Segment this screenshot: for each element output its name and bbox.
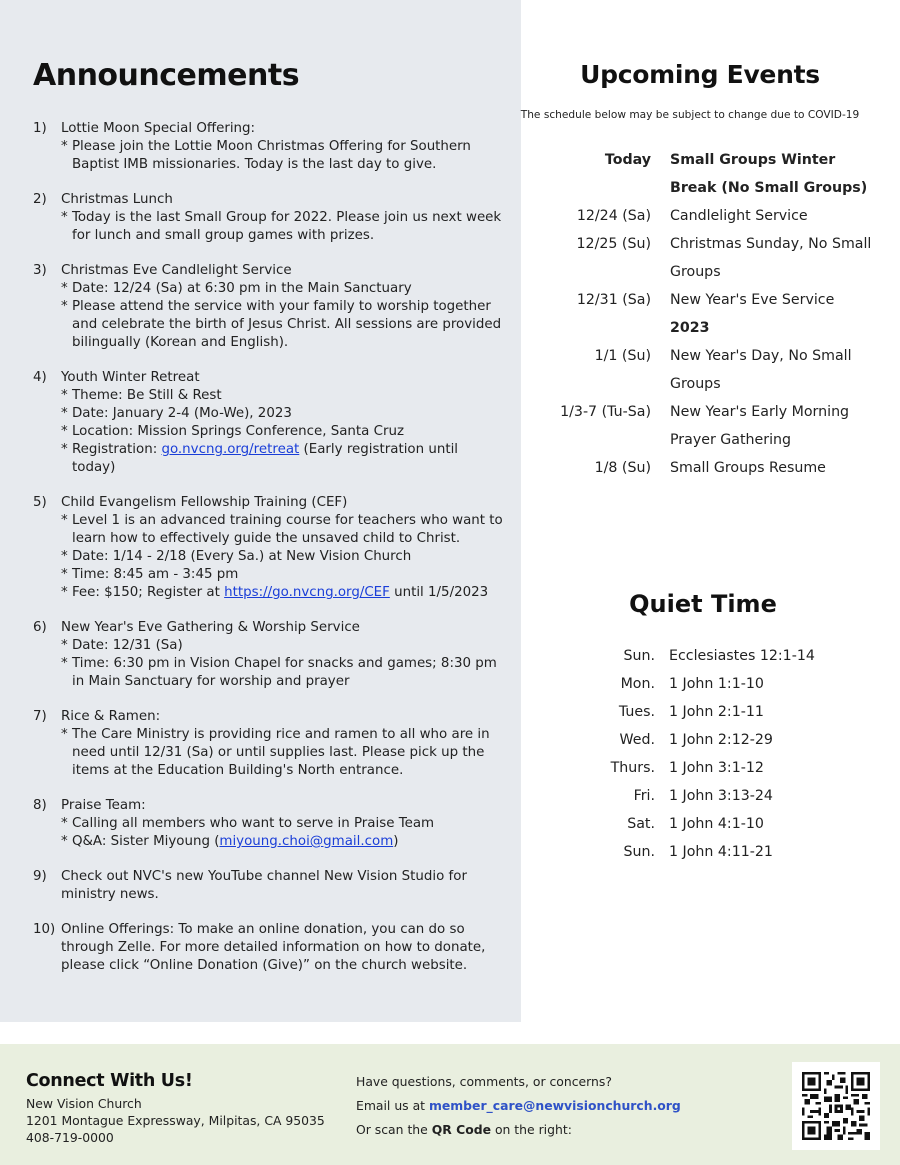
item-number: 2): [33, 192, 47, 207]
item-detail: * Time: 6:30 pm in Vision Chapel for snacks and games; 8:30 pm in Main Sanctuary for worship and prayer: [61, 656, 497, 689]
quiet-time-row: [560, 754, 880, 782]
list-item: [33, 921, 503, 975]
registration-label: * Registration:: [61, 442, 162, 457]
qt-day: Mon.: [620, 676, 655, 692]
event-row: [540, 230, 900, 286]
list-item: [33, 619, 503, 691]
quiet-time-row: [560, 698, 880, 726]
qt-day: Sun.: [623, 844, 655, 860]
event-description: Small Groups Winter Break (No Small Groups): [670, 152, 868, 196]
item-heading: Youth Winter Retreat: [61, 370, 200, 385]
church-name: New Vision Church: [26, 1096, 142, 1111]
item-heading: Christmas Lunch: [61, 192, 173, 207]
item-detail: * Today is the last Small Group for 2022. Please join us next week for lunch and small group games with prizes.: [61, 210, 502, 243]
qt-day: Sat.: [627, 816, 655, 832]
list-item: [33, 191, 503, 245]
church-contact: [26, 1095, 325, 1146]
scan-label: Or scan the: [356, 1122, 432, 1137]
qt-day: Wed.: [619, 732, 655, 748]
qr-code[interactable]: [792, 1062, 880, 1150]
qr-code-icon: [802, 1072, 870, 1140]
event-row: [540, 454, 900, 482]
quiet-time-row: [560, 726, 880, 754]
quiet-time-row: [560, 670, 880, 698]
event-row: [540, 398, 900, 454]
quiet-time-row: [560, 782, 880, 810]
list-item: [33, 369, 503, 477]
item-detail: * Date: January 2-4 (Mo-We), 2023: [61, 406, 292, 421]
retreat-registration-link[interactable]: go.nvcng.org/retreat: [161, 442, 300, 457]
item-continuation: ministry news.: [61, 887, 159, 902]
event-row: [540, 286, 900, 314]
event-description: New Year's Eve Service: [670, 292, 835, 308]
item-number: 1): [33, 121, 47, 136]
quiet-time-row: [560, 810, 880, 838]
event-description: Small Groups Resume: [670, 460, 826, 476]
contact-email-link[interactable]: member_care@newvisionchurch.org: [428, 1098, 681, 1113]
item-detail: * Please join the Lottie Moon Christmas Offering for Southern Baptist IMB missionaries. Today is the last day to give.: [61, 139, 471, 172]
item-detail: * The Care Ministry is providing rice and ramen to all who are in need until 12/31 (Sa) or until supplies last. Please pick up the items at the Education Building's North entrance.: [61, 727, 490, 778]
item-heading: Check out NVC's new YouTube channel New Vision Studio for: [61, 869, 467, 884]
footer: [0, 1044, 900, 1165]
item-heading: Lottie Moon Special Offering:: [61, 121, 256, 136]
registration-note: (Early registration until today): [72, 442, 459, 475]
year-heading: 2023: [670, 320, 710, 336]
questions-text: Have questions, comments, or concerns?: [356, 1074, 612, 1089]
qt-reference: 1 John 3:13-24: [669, 788, 773, 804]
item-detail: * Time: 8:45 am - 3:45 pm: [61, 567, 239, 582]
qa-label: * Q&A: Sister Miyoung (: [61, 834, 220, 849]
item-number: 6): [33, 620, 47, 635]
qt-day: Sun.: [623, 648, 655, 664]
event-date: Today: [604, 152, 651, 168]
qt-day: Tues.: [618, 704, 655, 720]
item-detail: * Date: 12/31 (Sa): [61, 638, 183, 653]
event-year-row: [540, 314, 900, 342]
event-date: 1/8 (Su): [594, 460, 651, 476]
qa-close: ): [393, 834, 399, 849]
item-detail: [61, 584, 503, 602]
event-date: 12/31 (Sa): [576, 292, 651, 308]
item-detail: [61, 441, 503, 477]
scan-line: [356, 1118, 681, 1142]
qt-reference: 1 John 2:12-29: [669, 732, 773, 748]
event-description: Christmas Sunday, No Small Groups: [670, 236, 872, 280]
scan-suffix: on the right:: [491, 1122, 572, 1137]
qt-day: Fri.: [633, 788, 655, 804]
qr-code-label: QR Code: [431, 1122, 491, 1137]
item-number: 7): [33, 709, 47, 724]
item-detail: * Calling all members who want to serve in Praise Team: [61, 816, 435, 831]
item-number: 3): [33, 263, 47, 278]
item-detail: * Please attend the service with your family to worship together and celebrate the birth of Jesus Christ. All sessions are provided bilingually (Korean and English).: [61, 299, 502, 350]
qt-reference: Ecclesiastes 12:1-14: [669, 648, 815, 664]
event-description: Candlelight Service: [670, 208, 808, 224]
item-heading: Child Evangelism Fellowship Training (CEF): [61, 495, 348, 510]
event-date: 1/3-7 (Tu-Sa): [560, 404, 651, 420]
quiet-time-row: [560, 838, 880, 866]
event-date: 12/24 (Sa): [576, 208, 651, 224]
cef-registration-link[interactable]: https://go.nvcng.org/CEF: [224, 585, 390, 600]
list-item: [33, 262, 503, 352]
event-row: [540, 146, 900, 202]
item-number: 10): [33, 922, 56, 937]
qt-reference: 1 John 3:1-12: [669, 760, 764, 776]
email-line: [356, 1094, 681, 1118]
event-row: [540, 342, 900, 398]
fee-deadline: until 1/5/2023: [389, 585, 489, 600]
announcements-list: [33, 120, 503, 992]
item-heading: Rice & Ramen:: [61, 709, 161, 724]
item-heading: Christmas Eve Candlelight Service: [61, 263, 292, 278]
contact-instructions: [356, 1070, 681, 1142]
item-detail: * Date: 1/14 - 2/18 (Every Sa.) at New Vision Church: [61, 549, 412, 564]
announcements-title: Announcements: [33, 58, 300, 93]
qt-reference: 1 John 4:11-21: [669, 844, 773, 860]
item-detail: * Theme: Be Still & Rest: [61, 388, 222, 403]
event-date: 12/25 (Su): [576, 236, 651, 252]
list-item: [33, 708, 503, 780]
list-item: [33, 494, 503, 602]
list-item: [33, 797, 503, 851]
qt-reference: 1 John 1:1-10: [669, 676, 764, 692]
item-heading: Praise Team:: [61, 798, 146, 813]
item-number: 8): [33, 798, 47, 813]
item-detail: * Location: Mission Springs Conference, Santa Cruz: [61, 424, 404, 439]
item-continuation: through Zelle. For more detailed information on how to donate, please click “Online Donation (Give)” on the church website.: [61, 940, 486, 973]
church-phone: 408-719-0000: [26, 1130, 114, 1145]
email-label: Email us at: [356, 1098, 429, 1113]
praise-team-email-link[interactable]: miyoung.choi@gmail.com: [219, 834, 394, 849]
item-number: 5): [33, 495, 47, 510]
qt-reference: 1 John 4:1-10: [669, 816, 764, 832]
event-row: [540, 202, 900, 230]
event-description: New Year's Day, No Small Groups: [670, 348, 852, 392]
qt-day: Thurs.: [610, 760, 655, 776]
item-detail: * Date: 12/24 (Sa) at 6:30 pm in the Main Sanctuary: [61, 281, 412, 296]
fee-label: * Fee: $150; Register at: [61, 585, 225, 600]
event-date: [540, 314, 651, 342]
list-item: [33, 120, 503, 174]
connect-title: Connect With Us!: [26, 1071, 193, 1091]
quiet-time-row: [560, 642, 880, 670]
item-number: 4): [33, 370, 47, 385]
events-title: Upcoming Events: [580, 60, 820, 89]
qt-reference: 1 John 2:1-11: [669, 704, 764, 720]
church-address: 1201 Montague Expressway, Milpitas, CA 95035: [26, 1113, 325, 1128]
event-date: 1/1 (Su): [594, 348, 651, 364]
item-detail: * Level 1 is an advanced training course for teachers who want to learn how to effectively guide the unsaved child to Christ.: [61, 513, 503, 546]
quiet-time-title: Quiet Time: [629, 590, 777, 618]
event-description: New Year's Early Morning Prayer Gathering: [670, 404, 850, 448]
item-heading: New Year's Eve Gathering & Worship Service: [61, 620, 360, 635]
item-number: 9): [33, 869, 47, 884]
quiet-time-table: [560, 642, 880, 866]
item-heading: Online Offerings: To make an online donation, you can do so: [61, 922, 465, 937]
list-item: [33, 868, 503, 904]
events-table: [540, 146, 900, 482]
events-note: The schedule below may be subject to change due to COVID-19: [520, 109, 860, 121]
item-detail: [61, 833, 503, 851]
